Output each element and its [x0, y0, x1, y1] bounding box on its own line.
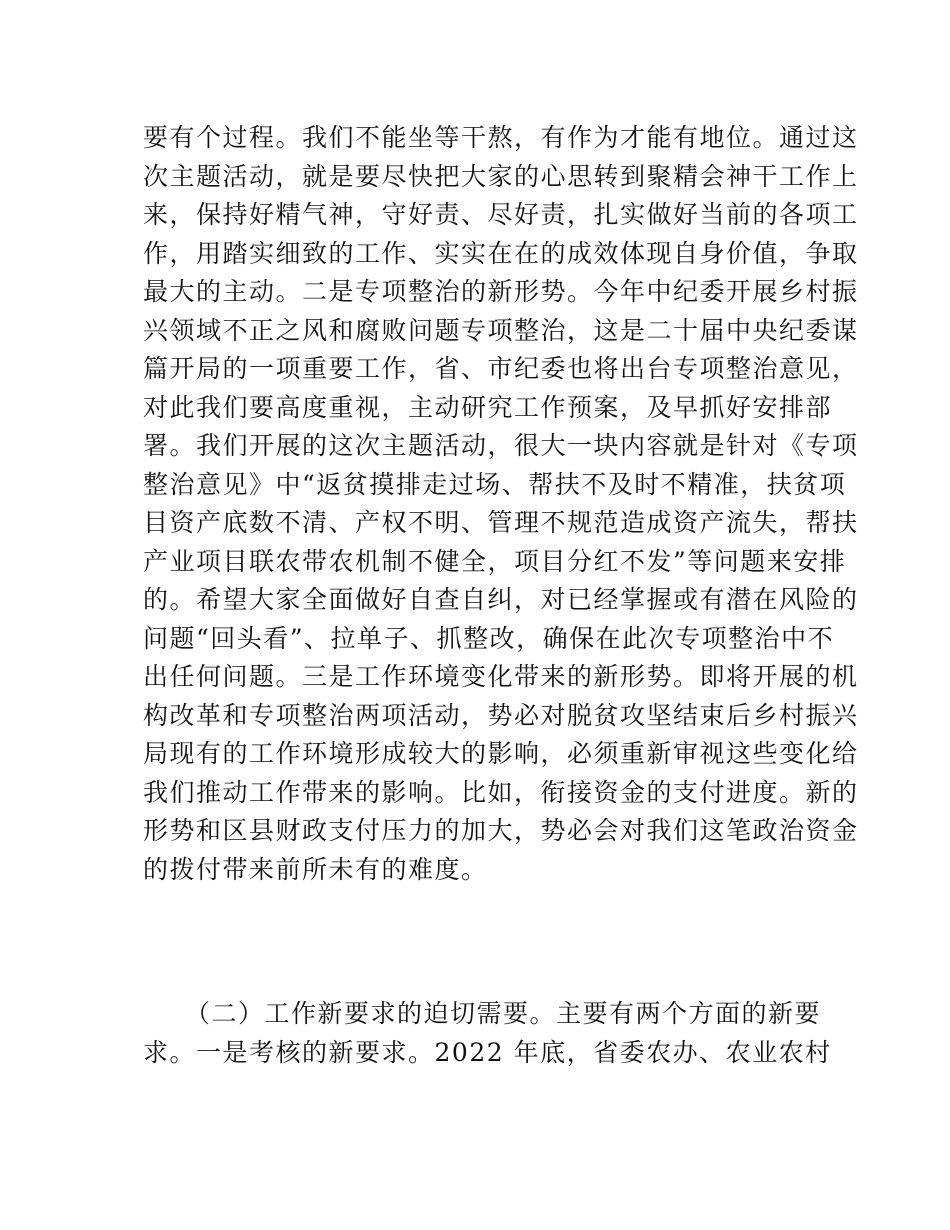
text-line: 次主题活动，就是要尽快把大家的心思转到聚精会神干工作上 [143, 161, 859, 191]
section-heading-line: （二）工作新要求的迫切需要。主要有两个方面的新要 [185, 999, 822, 1028]
text-line: 作，用踏实细致的工作、实实在在的成效体现自身价值，争取 [143, 238, 859, 268]
text-line: 署。我们开展的这次主题活动，很大一块内容就是针对《专项 [143, 431, 859, 460]
text-line: 对此我们要高度重视，主动研究工作预案，及早抓好安排部 [143, 392, 833, 422]
text-line: 要有个过程。我们不能坐等干熬，有作为才能有地位。通过这 [143, 123, 859, 152]
text-line: 的。希望大家全面做好自查自纠，对已经掌握或有潜在风险的 [143, 585, 859, 614]
text-line: 目资产底数不清、产权不明、管理不规范造成资产流失，帮扶 [143, 508, 859, 537]
text-line: 求。一是考核的新要求。2022 年底，省委农办、农业农村 [143, 1037, 832, 1067]
text-line: 我们推动工作带来的影响。比如，衔接资金的支付进度。新的 [143, 777, 859, 807]
text-line: 出任何问题。三是工作环境变化带来的新形势。即将开展的机 [143, 662, 859, 691]
text-line: 最大的主动。二是专项整治的新形势。今年中纪委开展乡村振 [143, 277, 859, 306]
text-line: 产业项目联农带农机制不健全，项目分红不发”等问题来安排 [143, 546, 847, 576]
text-line: 构改革和专项整治两项活动，势必对脱贫攻坚结束后乡村振兴 [143, 700, 859, 730]
text-line: 整治意见》中“返贫摸排走过场、帮扶不及时不精准，扶贫项 [143, 469, 847, 499]
text-line: 篇开局的一项重要工作，省、市纪委也将出台专项整治意见， [143, 354, 859, 383]
text-line: 形势和区县财政支付压力的加大，势必会对我们这笔政治资金 [143, 816, 859, 845]
text-line: 的拨付带来前所未有的难度。 [143, 854, 488, 884]
text-line: 局现有的工作环境形成较大的影响，必须重新审视这些变化给 [143, 739, 859, 768]
text-line: 兴领域不正之风和腐败问题专项整治，这是二十届中央纪委谋 [143, 315, 859, 345]
body-paragraph-1 [143, 119, 859, 889]
text-line: 问题“回头看”、拉单子、抓整改，确保在此次专项整治中不 [143, 623, 835, 653]
body-paragraph-2 [143, 995, 832, 1072]
text-line: 来，保持好精气神，守好责、尽好责，扎实做好当前的各项工 [143, 200, 859, 229]
